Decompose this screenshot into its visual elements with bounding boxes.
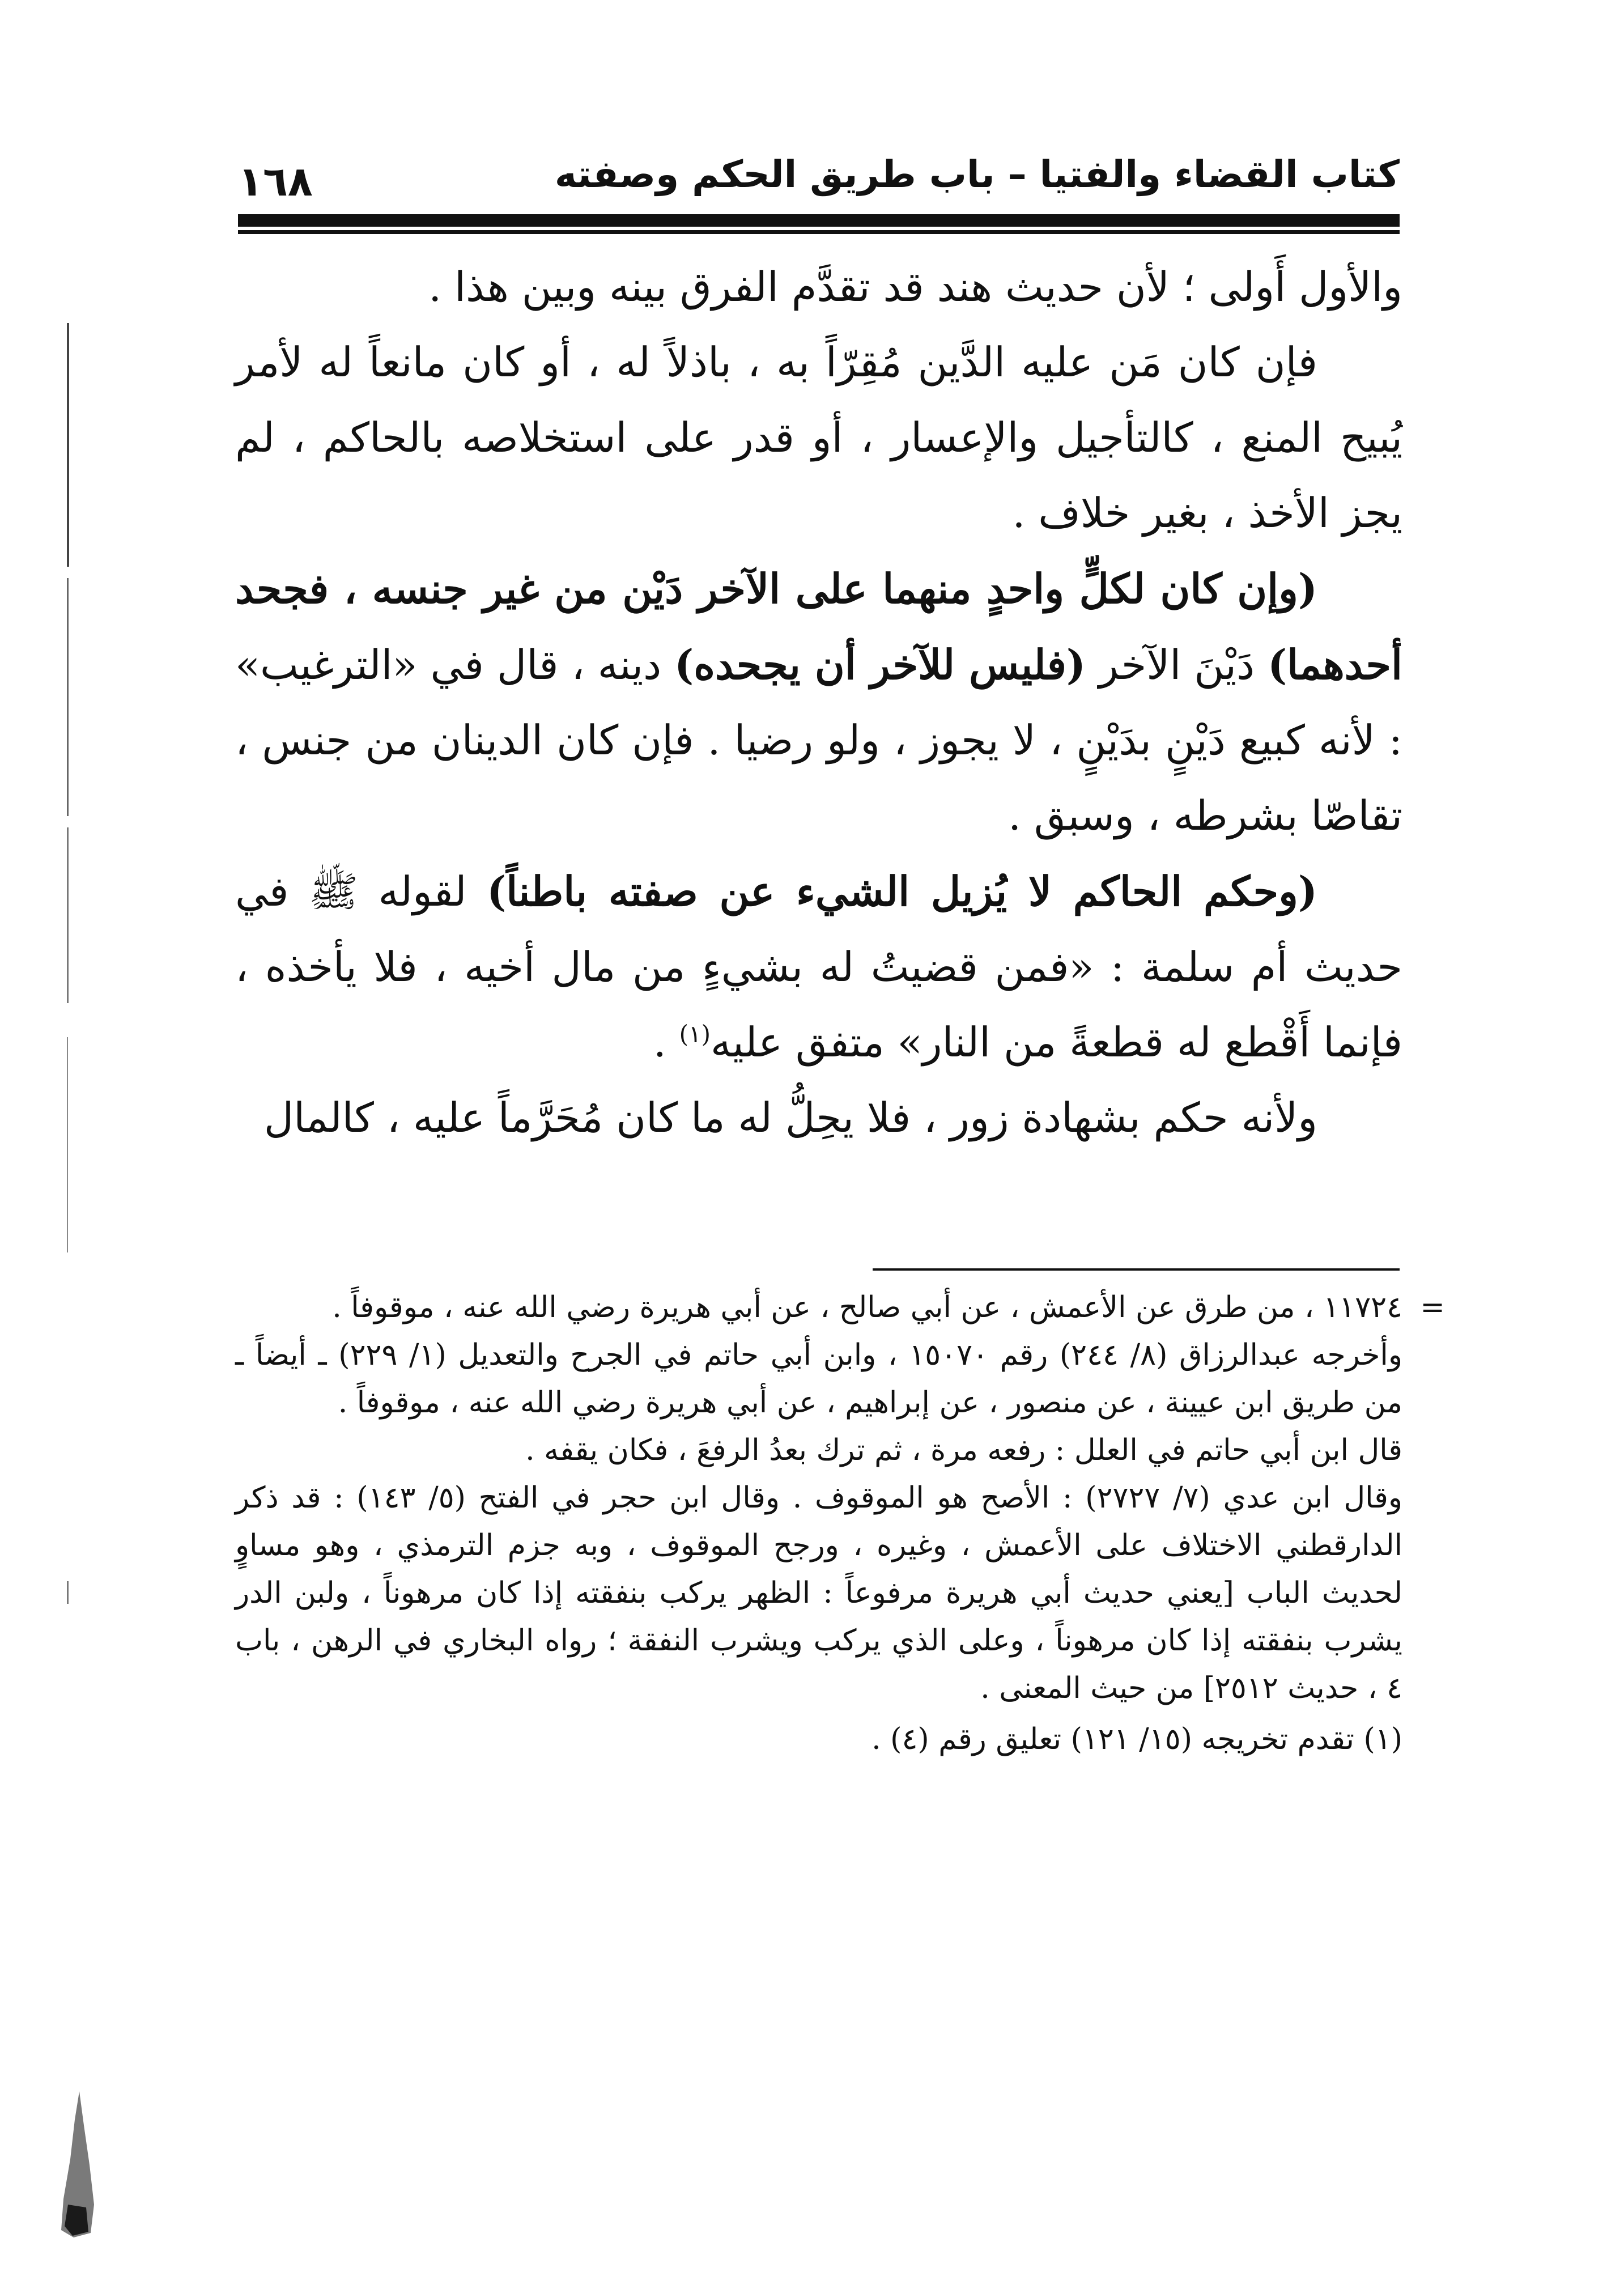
- header-title: كتاب القضاء والفتيا – باب طريق الحكم وصفته: [554, 152, 1400, 196]
- paragraph-1: والأول أَولى ؛ لأن حديث هند قد تقدَّم الفرق بينه وبين هذا .: [428, 263, 1402, 311]
- footnote-continuation: [235, 1284, 1445, 1331]
- footnote-separator: [873, 1268, 1400, 1271]
- paragraph-3: [235, 551, 1402, 853]
- paragraph-3-bold-2: (فليس للآخر أن يجحده): [674, 640, 1086, 689]
- continuation-mark: =: [1420, 1290, 1445, 1324]
- main-text-body: [235, 249, 1402, 1156]
- paragraph-3-text-2: دينه ، قال في «الترغيب» : لأنه كبيع دَيْنٍ بدَيْنٍ ، لا يجوز ، ولو رضيا . فإن كان الدينان من جنس ، تقاصّا بشرطه ، وسبق .: [235, 641, 1403, 839]
- scan-margin-line: [67, 1037, 68, 1252]
- scan-margin-line: [67, 323, 69, 567]
- page-number: ١٦٨: [238, 158, 313, 205]
- paragraph-5: ولأنه حكم بشهادة زور ، فلا يحِلُّ له ما كان مُحَرَّماً عليه ، كالمال: [263, 1094, 1317, 1141]
- footnote-paragraph-2: وأخرجه عبدالرزاق (٨/ ٢٤٤) رقم ١٥٠٧٠ ، وابن أبي حاتم في الجرح والتعديل (١/ ٢٢٩) ـ أيضاً ـ من طريق ابن عيينة ، عن منصور ، عن إبراهيم ، عن أبي هريرة رضي الله عنه ، موقوفاً .: [235, 1338, 1402, 1420]
- footnote-paragraph-3: قال ابن أبي حاتم في العلل : رفعه مرة ، ثم ترك بعدُ الرفعَ ، فكان يقفه .: [525, 1433, 1402, 1467]
- scan-margin-line: [67, 1581, 69, 1604]
- paragraph-4-end: .: [653, 1018, 679, 1066]
- scan-margin-line: [67, 578, 69, 816]
- footnote-1: (١) تقدم تخريجه (١٥/ ١٢١) تعليق رقم (٤) .: [871, 1722, 1402, 1756]
- footnotes-section: [235, 1284, 1445, 1763]
- scan-margin-line: [67, 827, 69, 1003]
- paragraph-2: فإن كان مَن عليه الدَّين مُقِرّاً به ، باذلاً له ، أو كان مانعاً له لأمر يُبيح المنع ، كالتأجيل والإعسار ، أو قدر على استخلاصه بالحاكم ، لم يجز الأخذ ، بغير خلاف .: [235, 338, 1402, 537]
- header-rule-thin: [238, 230, 1400, 234]
- paragraph-4-bold: (وحكم الحاكم لا يُزيل الشيء عن صفته باطناً): [487, 867, 1317, 915]
- page-edge-mark: [57, 2091, 96, 2239]
- footnote-paragraph-4: وقال ابن عدي (٧/ ٢٧٢٧) : الأصح هو الموقوف . وقال ابن حجر في الفتح (٥/ ١٤٣) : قد ذكر الدارقطني الاختلاف على الأعمش ، وغيره ، ورجح الموقوف ، وبه جزم الترمذي ، وهو مساوٍ لحديث الباب [يعني حديث أبي هريرة مرفوعاً : الظهر يركب بنفقته إذا كان مرهوناً ، ولبن الدر يشرب بنفقته إذا كان مرهوناً ، وعلى الذي يركب ويشرب النفقة ؛ رواه البخاري في الرهن ، باب ٤ ، حديث ٢٥١٢] من حيث المعنى .: [235, 1481, 1402, 1705]
- paragraph-3-text-1: دَيْنَ الآخر: [1086, 641, 1268, 689]
- header-rule-thick: [238, 214, 1400, 227]
- paragraph-4-text: لقوله ﷺ في حديث أم سلمة : «فمن قضيتُ له بشيءٍ من مال أخيه ، فلا يأخذه ، فإنما أَقْطع له قطعةً من النار» متفق عليه: [235, 868, 1402, 1066]
- footnote-ref-1[interactable]: (١): [679, 1020, 711, 1048]
- header-double-rule: [238, 214, 1400, 238]
- paragraph-4: [235, 853, 1402, 1080]
- paragraph-3-bold-1: (وإن كان لكلٍّ واحدٍ منهما على الآخر دَيْن من غير جنسه ، فجحد أحدهما): [235, 564, 1403, 689]
- footnote-continuation-text: ١١٧٢٤ ، من طرق عن الأعمش ، عن أبي صالح ، عن أبي هريرة رضي الله عنه ، موقوفاً .: [332, 1290, 1402, 1324]
- running-header: [238, 146, 1400, 209]
